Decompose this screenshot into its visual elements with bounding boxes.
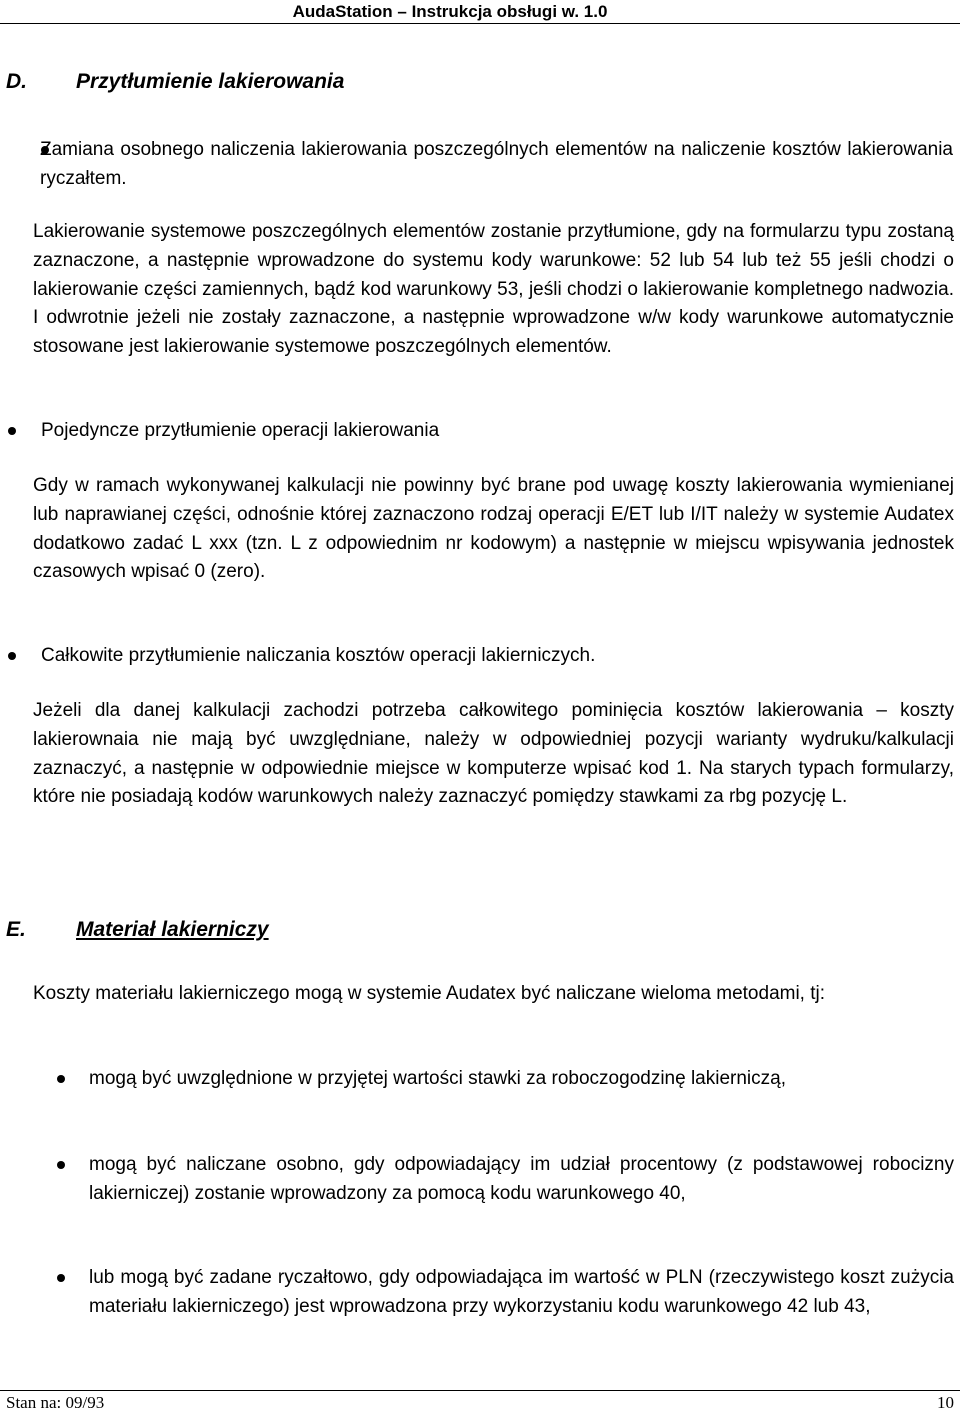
- bullet-text: Całkowite przytłumienie naliczania kosztów operacji lakierniczych.: [41, 645, 596, 666]
- bullet-text: mogą być naliczane osobno, gdy odpowiadający im udział procentowy (z podstawowej robocizny lakierniczej) zostanie wprowadzony za pomocą kodu warunkowego 40,: [89, 1154, 954, 1204]
- bullet-icon: [57, 1075, 65, 1083]
- header-title: AudaStation – Instrukcja obsługi w. 1.0: [292, 2, 608, 21]
- section-d-paragraph-1: Lakierowanie systemowe poszczególnych elementów zostanie przytłumione, gdy na formularzu typu zostaną zaznaczone, a następnie wprowadzone do systemu kody warunkowe: 52 lub 54 lub też 55 jeśli chodzi o lakierowanie części zamiennych, bądź kod warunkowy 53, jeśli chodzi o lakierowanie kompletnego nadwozia. I odwrotnie jeżeli nie zostały zaznaczone, a następnie wprowadzone w/w kody warunkowe automatycznie stosowane jest lakierowanie systemowe poszczególnych elementów.: [33, 221, 954, 358]
- page-header: [0, 2, 960, 24]
- section-e-heading: [6, 918, 269, 942]
- section-d-paragraph-2: Gdy w ramach wykonywanej kalkulacji nie powinny być brane pod uwagę koszty lakierowania wymienianej lub naprawianej części, odnośnie której zaznaczono rodzaj operacji E/ET lub I/IT należy w systemie Audatex dodatkowo zadać L xxx (tzn. L z odpowiednim nr kodowym) a następnie w miejscu wpisywania jednostek czasowych wpisać 0 (zero).: [33, 475, 954, 583]
- page-footer: [0, 1390, 960, 1413]
- section-e-bullet-1: [57, 1065, 954, 1094]
- section-e-title: Materiał lakierniczy: [76, 918, 269, 941]
- bullet-text: Pojedyncze przytłumienie operacji lakierowania: [41, 420, 440, 441]
- section-d-bullet-2: [33, 417, 954, 446]
- section-e-intro: Koszty materiału lakierniczego mogą w systemie Audatex być naliczane wieloma metodami, tj:: [33, 983, 826, 1004]
- bullet-icon: [57, 1274, 65, 1282]
- section-d-heading: [6, 70, 344, 94]
- bullet-icon: [8, 652, 16, 660]
- bullet-icon: [57, 1161, 65, 1169]
- bullet-text: mogą być uwzględnione w przyjętej wartości stawki za roboczogodzinę lakierniczą,: [89, 1068, 786, 1089]
- bullet-text: lub mogą być zadane ryczałtowo, gdy odpowiadająca im wartość w PLN (rzeczywistego koszt zużycia materiału lakierniczego) jest wprowadzona przy wykorzystaniu kodu warunkowego 42 lub 43,: [89, 1267, 954, 1317]
- section-d-title: Przytłumienie lakierowania: [76, 70, 345, 93]
- section-d-bullet-1: [41, 136, 954, 193]
- page-number: 10: [937, 1393, 954, 1412]
- section-d-paragraph-3: Jeżeli dla danej kalkulacji zachodzi potrzeba całkowitego pominięcia kosztów lakierowania – koszty lakierownaia nie mają być uwzględniane, należy w odpowiedniej pozycji warianty wydruku/kalkulacji zaznaczyć, a następnie w odpowiednie miejsce w komputerze wpisać kod 1. Na starych typach formularzy, które nie posiadają kodów warunkowych należy zaznaczyć pomiędzy stawkami za rbg pozycję L.: [33, 700, 954, 808]
- footer-status: Stan na: 09/93: [6, 1393, 105, 1412]
- section-e-bullet-2: [57, 1151, 954, 1208]
- bullet-text: Zamiana osobnego naliczenia lakierowania poszczególnych elementów na naliczenie kosztów lakierowania ryczałtem.: [40, 139, 953, 189]
- bullet-icon: [8, 427, 16, 435]
- section-d-number: D.: [6, 70, 27, 93]
- section-e-bullet-3: [57, 1264, 954, 1321]
- section-e-number: E.: [6, 918, 26, 941]
- section-d-bullet-3: [33, 642, 954, 671]
